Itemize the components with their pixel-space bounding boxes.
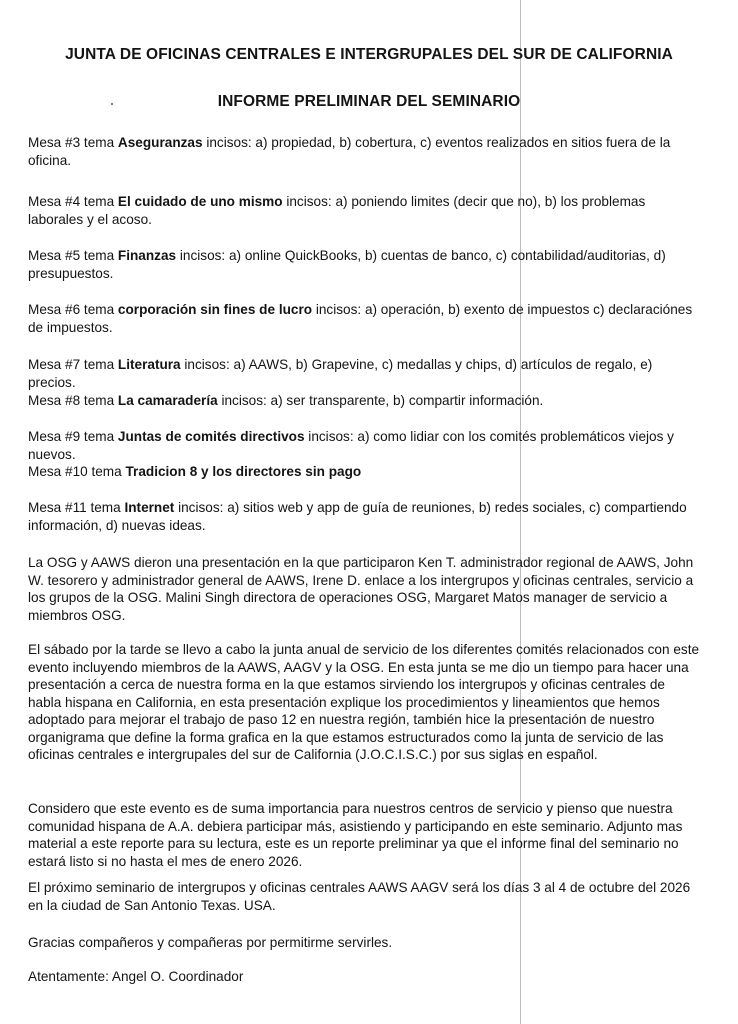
- mesa-item: Mesa #11 tema Internet incisos: a) sitios web y app de guía de reuniones, b) redes sociales, c) compartiendo información, d) nuevas ideas.: [28, 500, 687, 533]
- mesa-item: Mesa #6 tema corporación sin fines de lucro incisos: a) operación, b) exento de impuestos c) declaraciónes de impuestos.: [28, 302, 693, 335]
- mesa-item: Mesa #5 tema Finanzas incisos: a) online QuickBooks, b) cuentas de banco, c) contabilidad/auditorias, d) presupuestos.: [28, 248, 666, 281]
- mesa-item: Mesa #4 tema El cuidado de uno mismo incisos: a) poniendo limites (decir que no), b) los problemas laborales y el acoso.: [28, 194, 646, 227]
- paragraph-conclusion: Considero que este evento es de suma importancia para nuestros centros de servicio y pienso que nuestra comunidad hispana de A.A. debiera participar más, asistiendo y participando en este seminario. Adjunto mas material a este reporte para su lectura, este es un reporte preliminar ya que el informe final del seminario no estará listo si no hasta el mes de enero 2026.: [28, 801, 683, 869]
- paragraph-osg-aaws: La OSG y AAWS dieron una presentación en la que participaron Ken T. administrador regional de AAWS, John W. tesorero y administrador general de AAWS, Irene D. enlace a los intergrupos y oficinas centrales, servicio a los grupos de la OSG. Malini Singh directora de operaciones OSG, Margaret Matos manager de servicio a miembros OSG.: [28, 555, 694, 623]
- paragraph-proximo-seminario: El próximo seminario de intergrupos y oficinas centrales AAWS AAGV será los días 3 al 4 de octubre del 2026 en la ciudad de San Antonio Texas. USA.: [28, 880, 691, 913]
- mesa-item: Mesa #3 tema Aseguranzas incisos: a) propiedad, b) cobertura, c) eventos realizados en sitios fuera de la oficina.: [28, 135, 671, 168]
- mesa-item: Mesa #7 tema Literatura incisos: a) AAWS, b) Grapevine, c) medallas y chips, d) artículos de regalo, e) precios.: [28, 357, 653, 390]
- paragraph-junta-anual: El sábado por la tarde se llevo a cabo la junta anual de servicio de los diferentes comités relacionados con este evento incluyendo miembros de la AAWS, AAGV y la OSG. En esta junta se me dio un tiempo para hacer una presentación a cerca de nuestra forma en la que estamos sirviendo los intergrupos y oficinas centrales de habla hispana en California, en esta presentación explique los procedimientos y lineamientos que hemos adoptado para mejorar el trabajo de paso 12 en nuestra región, también hice la presentación de nuestro organigrama que define la forma grafica en la que estamos estructurados como la junta de servicio de las oficinas centrales e intergrupales del sur de California (J.O.C.I.S.C.) por sus siglas en español.: [28, 642, 700, 762]
- mesa-item: Mesa #9 tema Juntas de comités directivos incisos: a) como lidiar con los comités problemáticos viejos y nuevos.: [28, 429, 674, 462]
- mesa-item: Mesa #8 tema La camaradería incisos: a) ser transparente, b) compartir información.: [28, 393, 544, 408]
- document-subtitle: INFORME PRELIMINAR DEL SEMINARIO: [217, 93, 521, 110]
- signature-line: Atentamente: Angel O. Coordinador: [28, 969, 244, 984]
- document-title: JUNTA DE OFICINAS CENTRALES E INTERGRUPALES DEL SUR DE CALIFORNIA: [65, 46, 673, 63]
- mesa-item: Mesa #10 tema Tradicion 8 y los directores sin pago: [28, 464, 362, 479]
- closing-thanks: Gracias compañeros y compañeras por permitirme servirles.: [28, 935, 393, 950]
